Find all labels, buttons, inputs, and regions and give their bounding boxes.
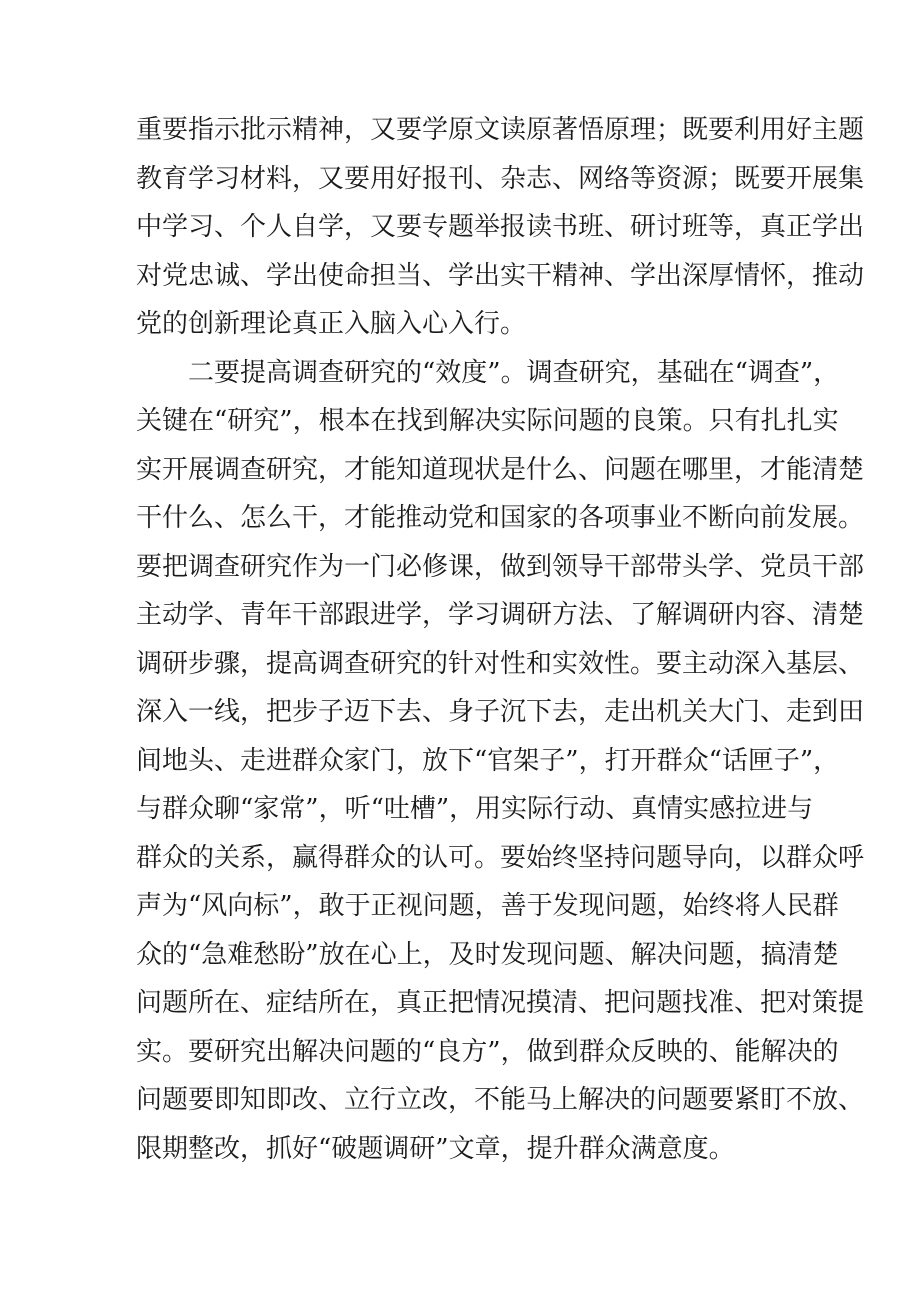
- text-line: 群众的关系，赢得群众的认可。要始终坚持问题导向，以群众呼: [136, 842, 865, 873]
- text-line: 二要提高调查研究的“效度”。调查研究，基础在“调查”，: [188, 357, 840, 388]
- text-line: 要把调查研究作为一门必修课，做到领导干部带头学、党员干部: [136, 551, 865, 582]
- paragraph-2: [136, 349, 865, 1174]
- text-line: 主动学、青年干部跟进学，学习调研方法、了解调研内容、清楚: [136, 600, 865, 630]
- text-line: 重要指示批示精神，又要学原文读原著悟原理；既要利用好主题: [136, 115, 865, 145]
- text-line: 声为“风向标”，敢于正视问题，善于发现问题，始终将人民群: [136, 891, 839, 921]
- text-line: 干什么、怎么干，才能推动党和国家的各项事业不断向前发展。: [136, 503, 865, 533]
- paragraph-1: [136, 106, 865, 349]
- text-line: 实。要研究出解决问题的“良方”，做到群众反映的、能解决的: [136, 1036, 839, 1067]
- document-body: [136, 106, 865, 1173]
- text-line: 众的“急难愁盼”放在心上，及时发现问题、解决问题，搞清楚: [136, 939, 839, 970]
- text-line: 调研步骤，提高调查研究的针对性和实效性。要主动深入基层、: [136, 648, 865, 679]
- text-line: 与群众聊“家常”，听“吐槽”，用实际行动、真情实感拉进与: [136, 794, 814, 824]
- text-line: 间地头、走进群众家门，放下“官架子”，打开群众“话匣子”，: [136, 745, 840, 776]
- text-line: 实开展调查研究，才能知道现状是什么、问题在哪里，才能清楚: [136, 454, 865, 485]
- text-line: 限期整改，抓好“破题调研”文章，提升群众满意度。: [136, 1133, 735, 1164]
- text-line: 教育学习材料，又要用好报刊、杂志、网络等资源；既要开展集: [136, 163, 865, 194]
- text-line: 关键在“研究”，根本在找到解决实际问题的良策。只有扎扎实: [136, 406, 839, 436]
- text-line: 中学习、个人自学，又要专题举报读书班、研讨班等，真正学出: [136, 212, 865, 242]
- text-line: 问题所在、症结所在，真正把情况摸清、把问题找准、把对策提: [136, 988, 865, 1018]
- text-line: 对党忠诚、学出使命担当、学出实干精神、学出深厚情怀，推动: [136, 260, 865, 291]
- text-line: 深入一线，把步子迈下去、身子沉下去，走出机关大门、走到田: [136, 697, 865, 727]
- text-line: 问题要即知即改、立行立改，不能马上解决的问题要紧盯不放、: [136, 1085, 865, 1115]
- text-line: 党的创新理论真正入脑入心入行。: [136, 309, 527, 339]
